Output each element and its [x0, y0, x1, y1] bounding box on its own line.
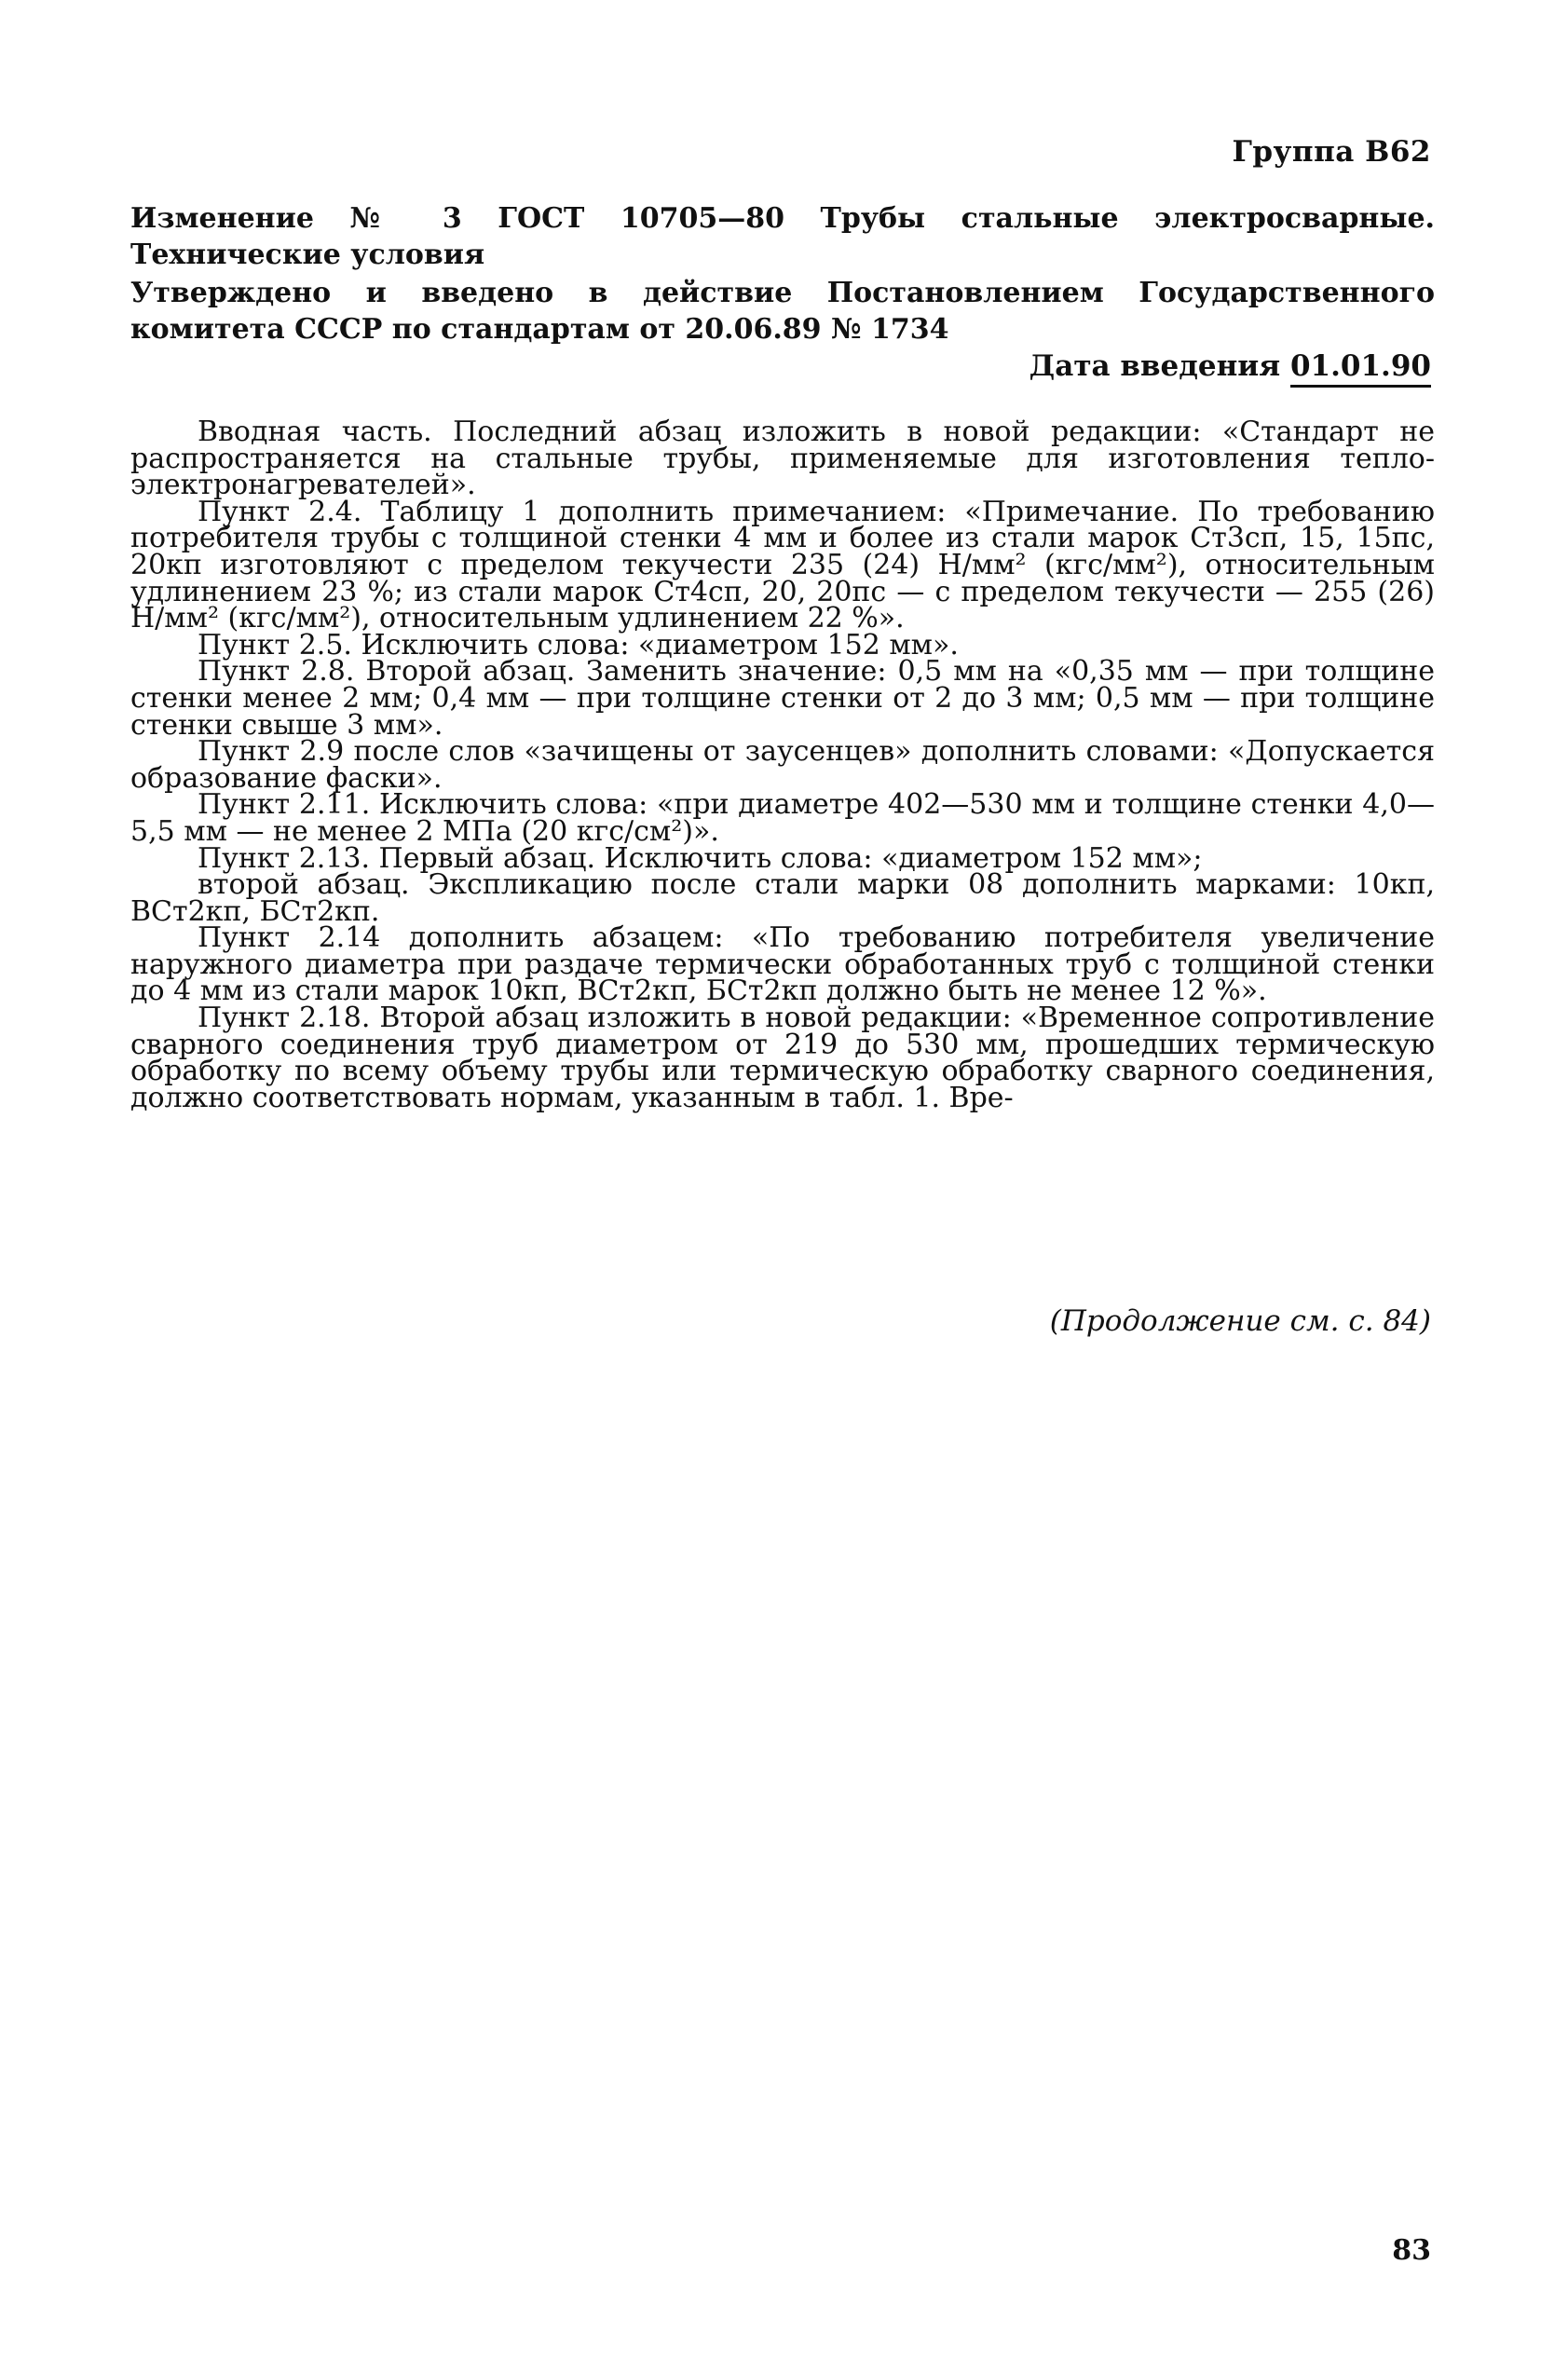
continuation-note: (Продолжение см. с. 84) [1049, 1304, 1431, 1338]
paragraph-item-2-8: Пункт 2.8. Второй абзац. Заменить значение: 0,5 мм на «0,35 мм — при толщине стенки менее 2 мм; 0,4 мм — при толщине стенки от 2 до 3 мм; 0,5 мм — при толщине стенки свыше 3 мм». [130, 655, 1435, 742]
paragraph-item-2-11: Пункт 2.11. Исключить слова: «при диаметре 402—530 мм и толщине стенки 4,0—5,5 мм — не менее 2 МПа (20 кгс/см²)». [130, 788, 1435, 848]
page-number: 83 [1392, 2234, 1431, 2267]
paragraph-item-2-9: Пункт 2.9 после слов «зачищены от заусенцев» дополнить словами: «Допускается образование фаски». [130, 735, 1435, 795]
paragraph-item-2-5: Пункт 2.5. Исключить слова: «диаметром 152 мм». [198, 628, 959, 661]
paragraph-item-2-4: Пункт 2.4. Таблицу 1 дополнить примечанием: «Примечание. По требованию потребителя трубы с толщиной стенки 4 мм и более из стали марок Ст3сп, 15, 15пс, 20кп изготовляют с пределом текучести 235 (24) Н/мм² (кгс/мм²), относительным удлинением 23 %; из стали марок Ст4сп, 20, 20пс — с пределом текучести — 255 (26) Н/мм² (кгс/мм²), относительным удлинением 22 %». [130, 495, 1435, 635]
paragraph-item-2-18: Пункт 2.18. Второй абзац изложить в новой редакции: «Временное сопротивление сварного соединения труб диаметром от 219 до 530 мм, прошедших термическую обработку по всему объему трубы или термическую обработку сварного соединения, должно соответствовать нормам, указанным в табл. 1. Вре- [130, 1002, 1435, 1114]
paragraph-intro: Вводная часть. Последний абзац изложить в новой редакции: «Стандарт не распространяется на стальные трубы, применяемые для изготовления тепло-электронагревателей». [130, 416, 1435, 502]
paragraph-item-2-14: Пункт 2.14 дополнить абзацем: «По требованию потребителя увеличение наружного диаметра при раздаче термически обработанных труб с толщиной стенки до 4 мм из стали марок 10кп, ВСт2кп, БСт2кп должно быть не менее 12 %». [130, 921, 1435, 1008]
paragraph-item-2-13-second: второй абзац. Экспликацию после стали марки 08 дополнить марками: 10кп, ВСт2кп, БСт2кп. [130, 868, 1435, 928]
change-title: Изменение № 3 ГОСТ 10705—80 Трубы стальные электросварные. Технические условия [130, 202, 1435, 271]
introduction-date [1029, 349, 1431, 383]
introduction-date-value: 01.01.90 [1290, 349, 1431, 388]
paragraph-item-2-13: Пункт 2.13. Первый абзац. Исключить слова: «диаметром 152 мм»; [198, 841, 1203, 875]
group-label: Группа В62 [1232, 135, 1431, 169]
document-body [130, 416, 1435, 1114]
introduction-date-label: Дата введения [1029, 349, 1281, 383]
approval-statement: Утверждено и введено в действие Постановлением Государственного комитета СССР по стандартам от 20.06.89 № 1734 [130, 277, 1435, 346]
